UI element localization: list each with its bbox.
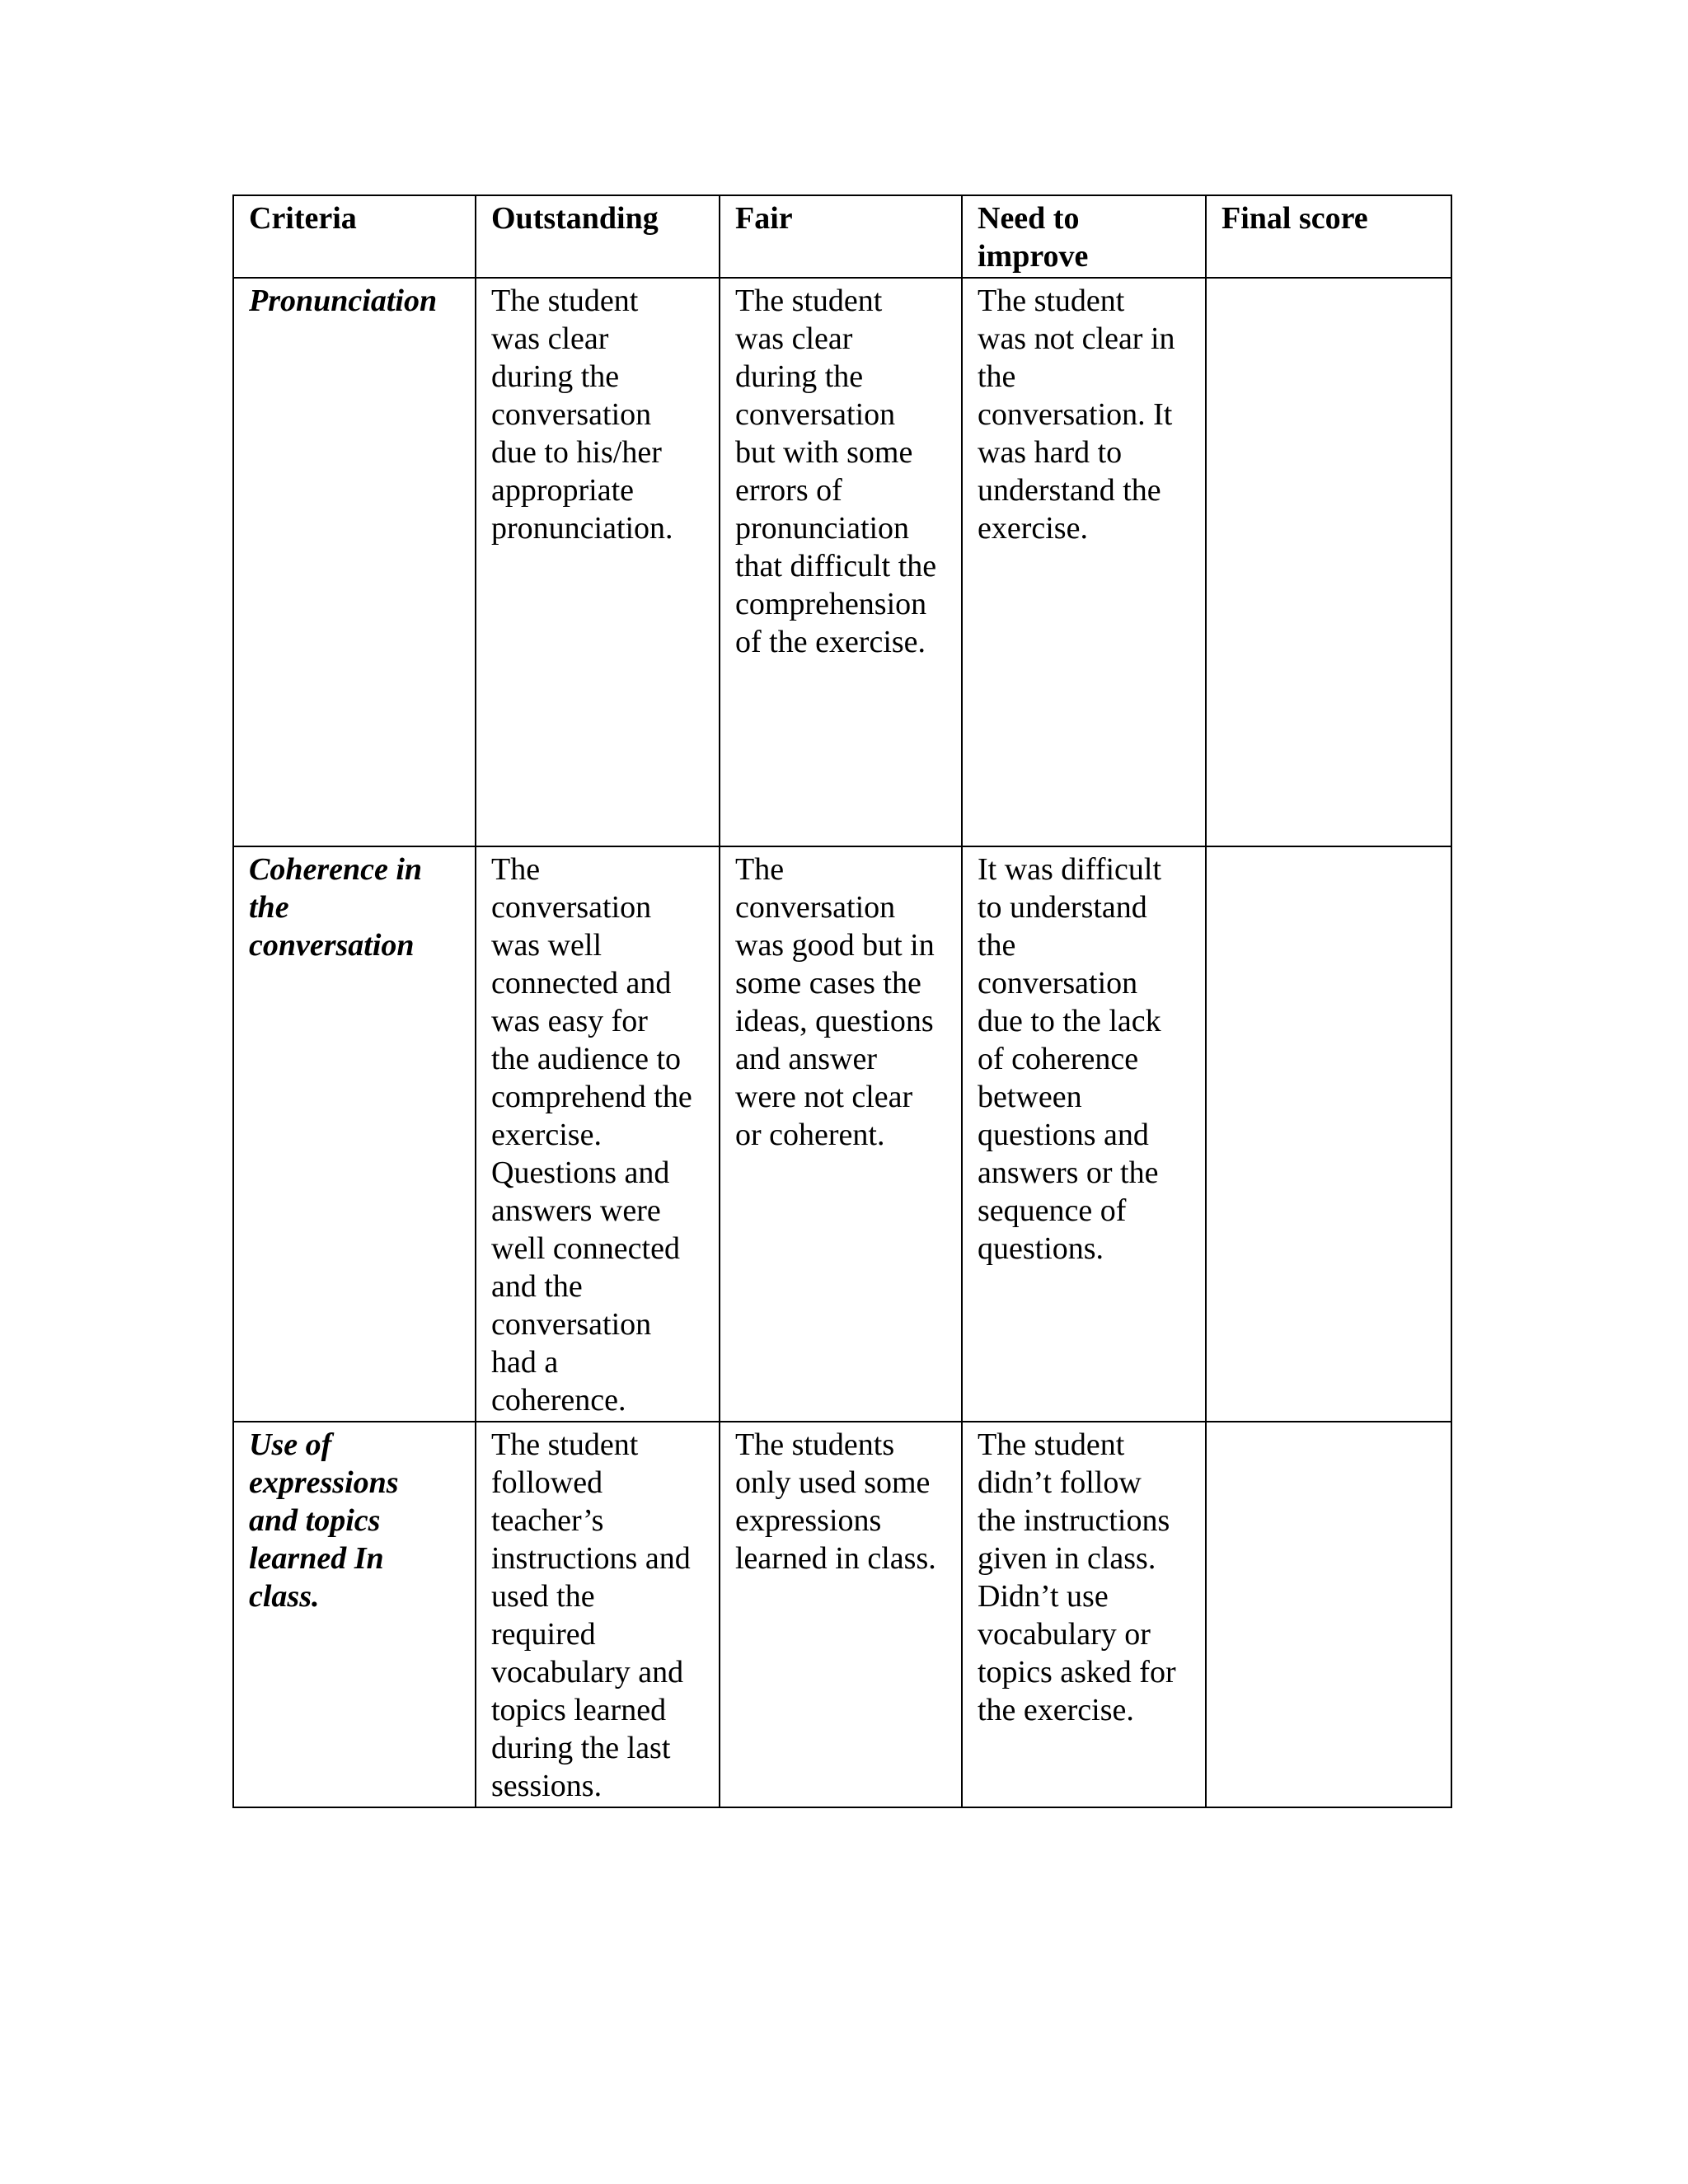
header-need-to-improve: Need to improve (962, 195, 1206, 278)
criteria-cell: Pronunciation (233, 278, 476, 846)
fair-cell: The student was clear during the conversation but with some errors of pronunciation that difficult the comprehension of the exercise. (720, 278, 962, 846)
header-criteria: Criteria (233, 195, 476, 278)
final-score-cell (1206, 846, 1451, 1422)
outstanding-cell: The student followed teacher’s instructions and used the required vocabulary and topics learned during the last sessions. (476, 1422, 720, 1807)
outstanding-cell: The conversation was well connected and was easy for the audience to comprehend the exercise. Questions and answers were well connected and the conversation had a coherence. (476, 846, 720, 1422)
final-score-cell (1206, 278, 1451, 846)
table-row (233, 278, 1451, 846)
criteria-cell: Coherence in the conversation (233, 846, 476, 1422)
table-row (233, 846, 1451, 1422)
table-header-row (233, 195, 1451, 278)
need-to-improve-cell: The student didn’t follow the instructions given in class. Didn’t use vocabulary or topics asked for the exercise. (962, 1422, 1206, 1807)
criteria-cell: Use of expressions and topics learned In class. (233, 1422, 476, 1807)
fair-cell: The conversation was good but in some cases the ideas, questions and answer were not clear or coherent. (720, 846, 962, 1422)
header-fair: Fair (720, 195, 962, 278)
final-score-cell (1206, 1422, 1451, 1807)
table-row (233, 1422, 1451, 1807)
fair-cell: The students only used some expressions learned in class. (720, 1422, 962, 1807)
need-to-improve-cell: The student was not clear in the conversation. It was hard to understand the exercise. (962, 278, 1206, 846)
rubric-table (232, 194, 1452, 1808)
header-outstanding: Outstanding (476, 195, 720, 278)
need-to-improve-cell: It was difficult to understand the conversation due to the lack of coherence between questions and answers or the sequence of questions. (962, 846, 1206, 1422)
outstanding-cell: The student was clear during the conversation due to his/her appropriate pronunciation. (476, 278, 720, 846)
header-final-score: Final score (1206, 195, 1451, 278)
